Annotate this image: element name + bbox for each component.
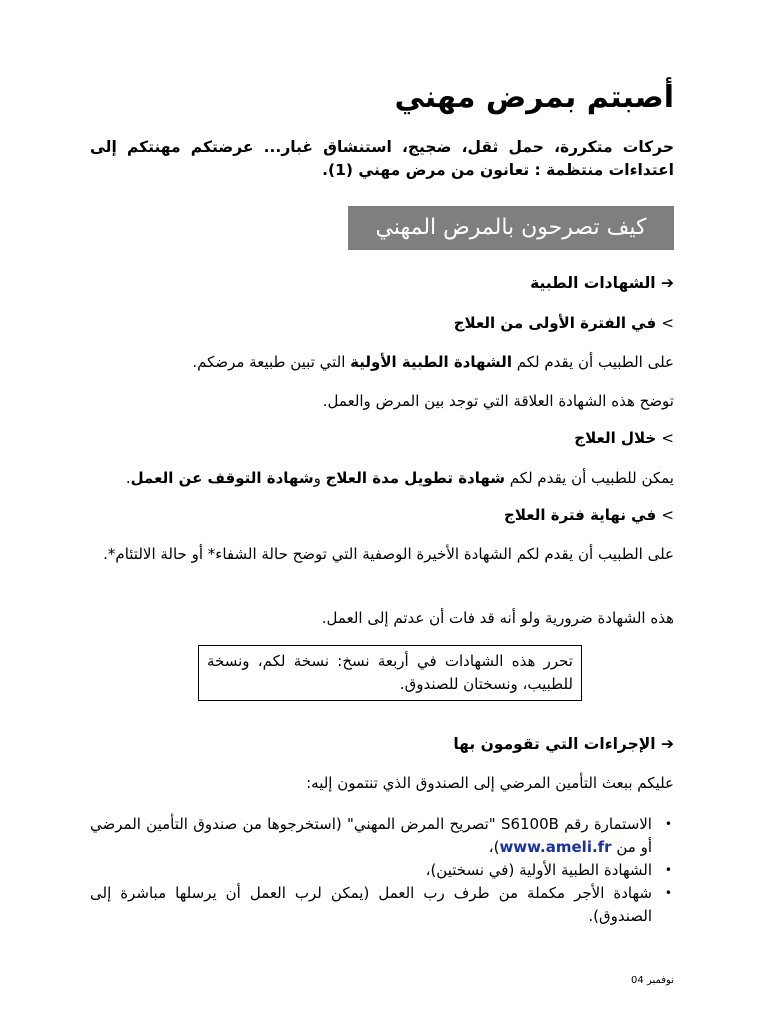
chevron-icon: > bbox=[661, 429, 674, 447]
note-box: تحرر هذه الشهادات في أربعة نسخ: نسخة لكم، ونسخة للطبيب، ونسختان للصندوق. bbox=[198, 645, 582, 701]
bullet-icon: • bbox=[664, 886, 672, 900]
text-run: )، bbox=[488, 838, 500, 856]
bold-term: شهادة التوقف عن العمل bbox=[130, 469, 314, 487]
paragraph: على الطبيب أن يقدم لكم الشهادة الأخيرة الوصفية التي توضح حالة الشفاء* أو حالة الالتئام*. bbox=[103, 545, 674, 563]
paragraph: توضح هذه الشهادة العلاقة التي توجد بين المرض والعمل. bbox=[322, 392, 674, 410]
section-heading-label: الإجراءات التي تقومون بها bbox=[453, 735, 656, 753]
text-run: الشهادة الطبية الأولية (في نسختين)، bbox=[425, 861, 652, 879]
subheading-label: خلال العلاج bbox=[574, 429, 657, 447]
text-run: . bbox=[125, 469, 131, 487]
text-run: الاستمارة رقم S6100B "تصريح المرض المهني" (استخرجوها من صندوق التأمين المرضي أو من bbox=[90, 815, 652, 856]
subheading-initial-period bbox=[454, 314, 674, 332]
subheading-end-of-treatment bbox=[504, 506, 674, 524]
text-run: و bbox=[313, 469, 326, 487]
subheading-label: في نهاية فترة العلاج bbox=[504, 506, 657, 524]
chevron-icon: > bbox=[661, 314, 674, 332]
section-heading-label: الشهادات الطبية bbox=[530, 274, 656, 292]
section-heading-procedures bbox=[453, 735, 674, 753]
section-banner: كيف تصرحون بالمرض المهني bbox=[348, 206, 674, 250]
bold-term: شهادة تطويل مدة العلاج bbox=[325, 469, 506, 487]
list-item bbox=[90, 882, 672, 928]
list-item bbox=[90, 813, 672, 859]
paragraph bbox=[90, 467, 674, 490]
page-title: أصبتم بمرض مهني bbox=[394, 80, 674, 115]
paragraph: هذه الشهادة ضرورية ولو أنه قد فات أن عدتم إلى العمل. bbox=[321, 609, 674, 627]
section-heading-certificates bbox=[530, 274, 674, 292]
arrow-icon: ➔ bbox=[661, 735, 674, 753]
arrow-icon: ➔ bbox=[661, 274, 674, 292]
intro-paragraph: حركات متكررة، حمل ثقل، ضجيج، استنشاق غبار... عرضتكم مهنتكم إلى اعتداءات منتظمة : تعانون من مرض مهني (1). bbox=[90, 138, 674, 179]
bullet-icon: • bbox=[664, 817, 672, 831]
list-item bbox=[90, 859, 672, 882]
text-run: التي تبين طبيعة مرضكم. bbox=[192, 353, 351, 371]
paragraph: عليكم ببعث التأمين المرضي إلى الصندوق الذي تنتمون إليه: bbox=[306, 774, 674, 792]
bullet-icon: • bbox=[664, 863, 672, 877]
ameli-link[interactable]: www.ameli.fr bbox=[499, 838, 612, 856]
procedure-list bbox=[90, 813, 674, 928]
page-footer: نوفمبر 04 bbox=[631, 975, 674, 986]
text-run: على الطبيب أن يقدم لكم bbox=[511, 353, 674, 371]
paragraph bbox=[90, 351, 674, 374]
bold-term: الشهادة الطبية الأولية bbox=[350, 353, 512, 371]
subheading-during-treatment bbox=[574, 429, 674, 447]
text-run: يمكن للطبيب أن يقدم لكم bbox=[505, 469, 674, 487]
subheading-label: في الفترة الأولى من العلاج bbox=[453, 314, 657, 332]
text-run: شهادة الأجر مكملة من طرف رب العمل (يمكن لرب العمل أن يرسلها مباشرة إلى الصندوق). bbox=[90, 884, 652, 925]
chevron-icon: > bbox=[661, 506, 674, 524]
